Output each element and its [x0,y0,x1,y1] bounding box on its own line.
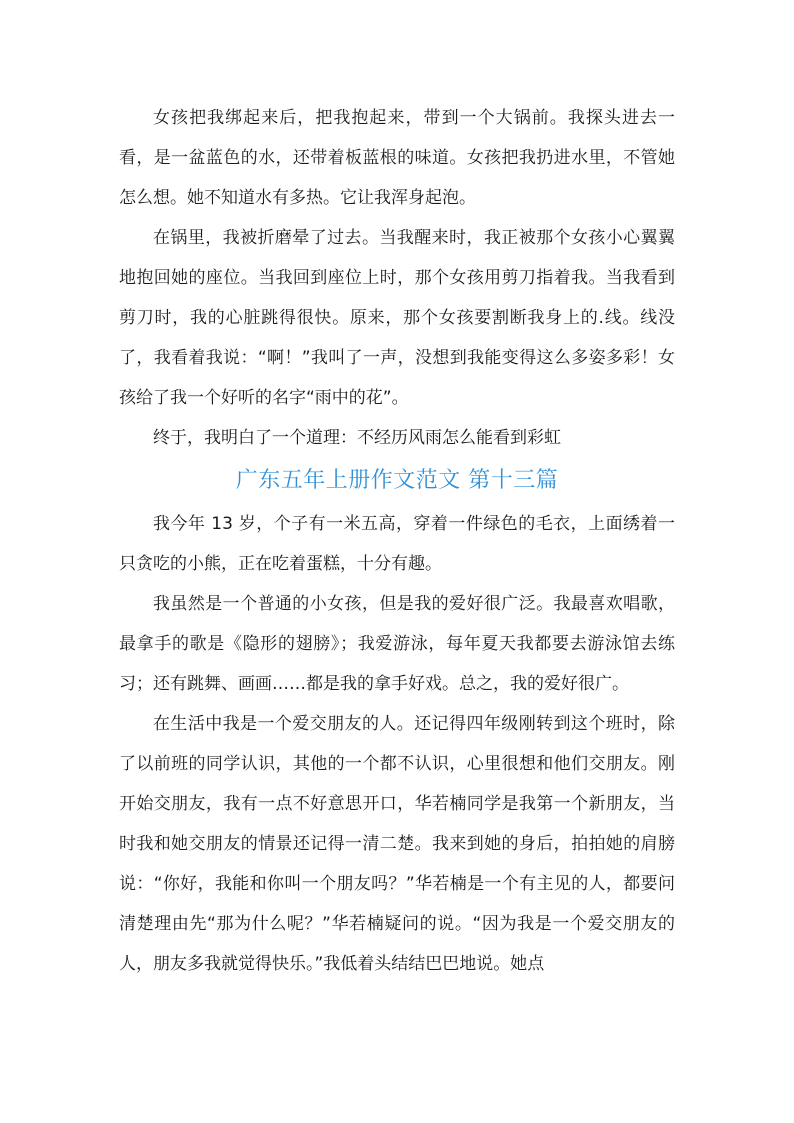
paragraph-pot-dyeing: 女孩把我绑起来后，把我抱起来，带到一个大锅前。我探头进去一看，是一盆蓝色的水，还带着板蓝根的味道。女孩把我扔进水里，不管她怎么想。她不知道水有多热。它让我浑身起泡。 [119,108,675,208]
paragraph-hobbies: 我虽然是一个普通的小女孩，但是我的爱好很广泛。我最喜欢唱歌，最拿手的歌是《隐形的翅膀》；我爱游泳，每年夏天我都要去游泳馆去练习；还有跳舞、画画……都是我的拿手好戏。总之，我的爱好很广。 [119,594,675,694]
document-body [119,98,675,984]
paragraph-making-friends: 在生活中我是一个爱交朋友的人。还记得四年级刚转到这个班时，除了以前班的同学认识，其他的一个都不认识，心里很想和他们交朋友。刚开始交朋友，我有一点不好意思开口，华若楠同学是我第一个新朋友，当时我和她交朋友的情景还记得一清二楚。我来到她的身后，拍拍她的肩膀说：“你好，我能和你叫一个朋友吗？”华若楠是一个有主见的人，都要问清楚理由先“那为什么呢？”华若楠疑问的说。“因为我是一个爱交朋友的人，朋友多我就觉得快乐。”我低着头结结巴巴地说。她点 [119,714,675,974]
section-heading: 广东五年上册作文范文 第十三篇 [235,468,559,493]
paragraph-rainbow-lesson: 终于，我明白了一个道理：不经历风雨怎么能看到彩虹 [153,428,561,448]
paragraph-scissors: 在锅里，我被折磨晕了过去。当我醒来时，我正被那个女孩小心翼翼地抱回她的座位。当我回到座位上时，那个女孩用剪刀指着我。当我看到剪刀时，我的心脏跳得很快。原来，那个女孩要割断我身上的.线。线没了，我看着我说：“啊！”我叫了一声，没想到我能变得这么多姿多彩！女孩给了我一个好听的名字“雨中的花”。 [119,228,675,408]
paragraph-self-description: 我今年 13 岁，个子有一米五高，穿着一件绿色的毛衣，上面绣着一只贪吃的小熊，正在吃着蛋糕，十分有趣。 [119,514,675,574]
